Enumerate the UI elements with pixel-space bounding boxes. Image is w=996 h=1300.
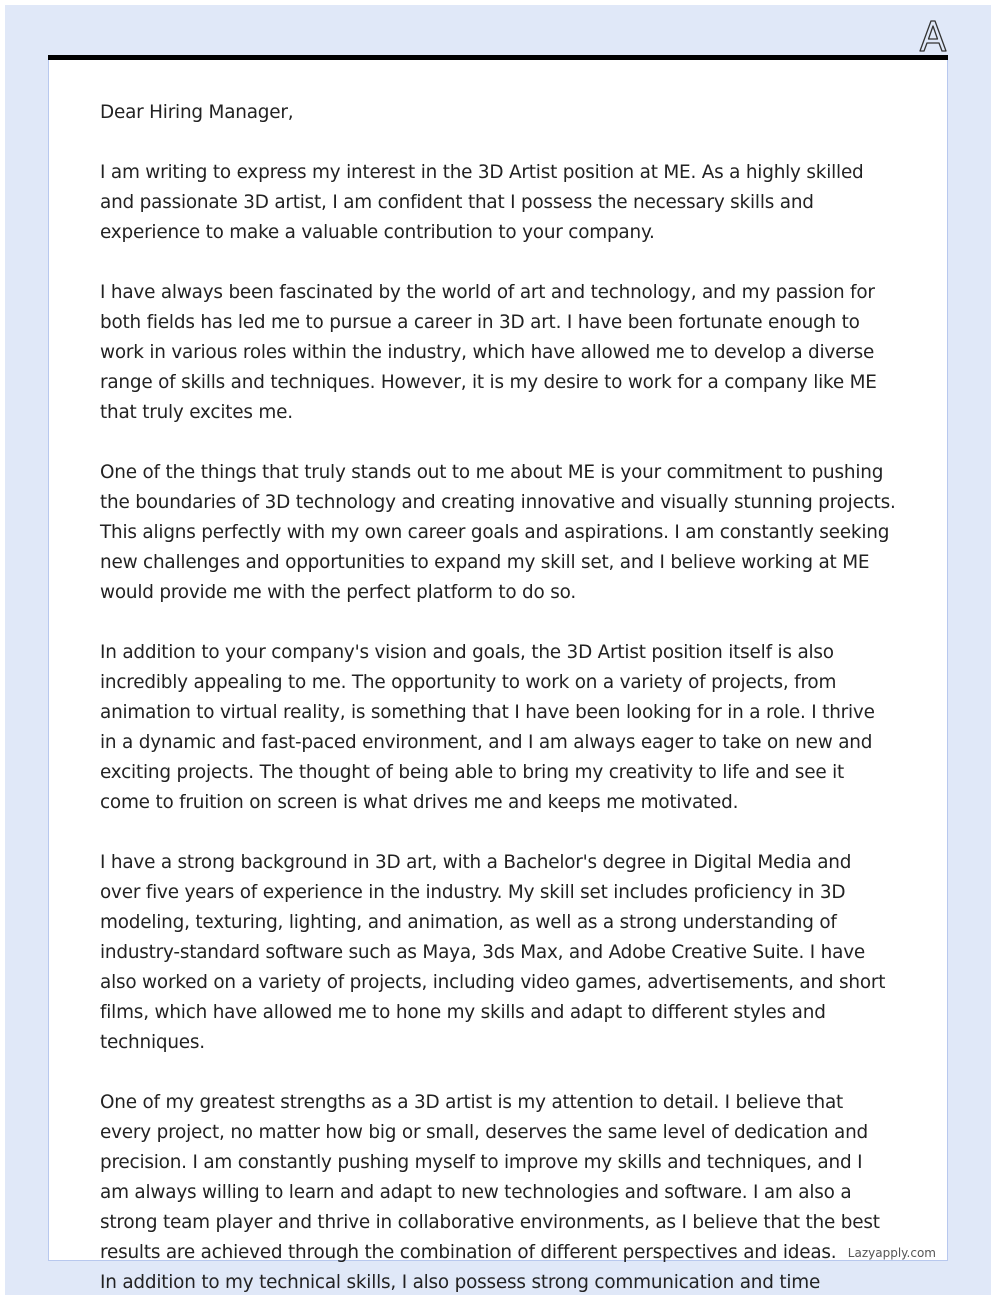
letter-paragraph-6: One of my greatest strengths as a 3D artist is my attention to detail. I believe that every project, no matter how big or small, deserves the same level of dedication and precision. I am constantly pushing myself to improve my skills and techniques, and I am always willing to learn and adapt to new technologies and software. I am also a strong team player and thrive in collaborative environments, as I believe that the best results are achieved through the combination of different perspectives and ideas.	[100, 1092, 880, 1263]
salutation: Dear Hiring Manager,	[100, 102, 294, 123]
letter-paragraph-3: One of the things that truly stands out to me about ME is your commitment to pushing the boundaries of 3D technology and creating innovative and visually stunning projects. This aligns perfectly with my own career goals and aspirations. I am constantly seeking new challenges and opportunities to expand my skill set, and I believe working at ME would provide me with the perfect platform to do so.	[100, 462, 896, 603]
letter-paragraph-1: I am writing to express my interest in the 3D Artist position at ME. As a highly skilled and passionate 3D artist, I am confident that I possess the necessary skills and experience to make a valuable contribution to your company.	[100, 162, 864, 243]
letter-paragraph-4: In addition to your company's vision and goals, the 3D Artist position itself is also incredibly appealing to me. The opportunity to work on a variety of projects, from animation to virtual reality, is something that I have been looking for in a role. I thrive in a dynamic and fast-paced environment, and I am always eager to take on new and exciting projects. The thought of being able to bring my creativity to life and see it come to fruition on screen is what drives me and keeps me motivated.	[100, 642, 875, 813]
letter-paragraph-5: I have a strong background in 3D art, with a Bachelor's degree in Digital Media and over five years of experience in the industry. My skill set includes proficiency in 3D modeling, texturing, lighting, and animation, as well as a strong understanding of industry-standard software such as Maya, 3ds Max, and Adobe Creative Suite. I have also worked on a variety of projects, including video games, advertisements, and short films, which have allowed me to hone my skills and adapt to different styles and techniques.	[100, 852, 886, 1053]
letter-a-logo-icon	[917, 18, 949, 54]
cover-letter-body	[100, 98, 896, 1298]
lazyapply-watermark: Lazyapply.com	[847, 1246, 936, 1260]
letter-paragraph-2: I have always been fascinated by the world of art and technology, and my passion for both fields has led me to pursue a career in 3D art. I have been fortunate enough to work in various roles within the industry, which have allowed me to develop a diverse range of skills and techniques. However, it is my desire to work for a company like ME that truly excites me.	[100, 282, 877, 423]
letter-paragraph-7-first-line: In addition to my technical skills, I also possess strong communication and time	[100, 1272, 821, 1293]
